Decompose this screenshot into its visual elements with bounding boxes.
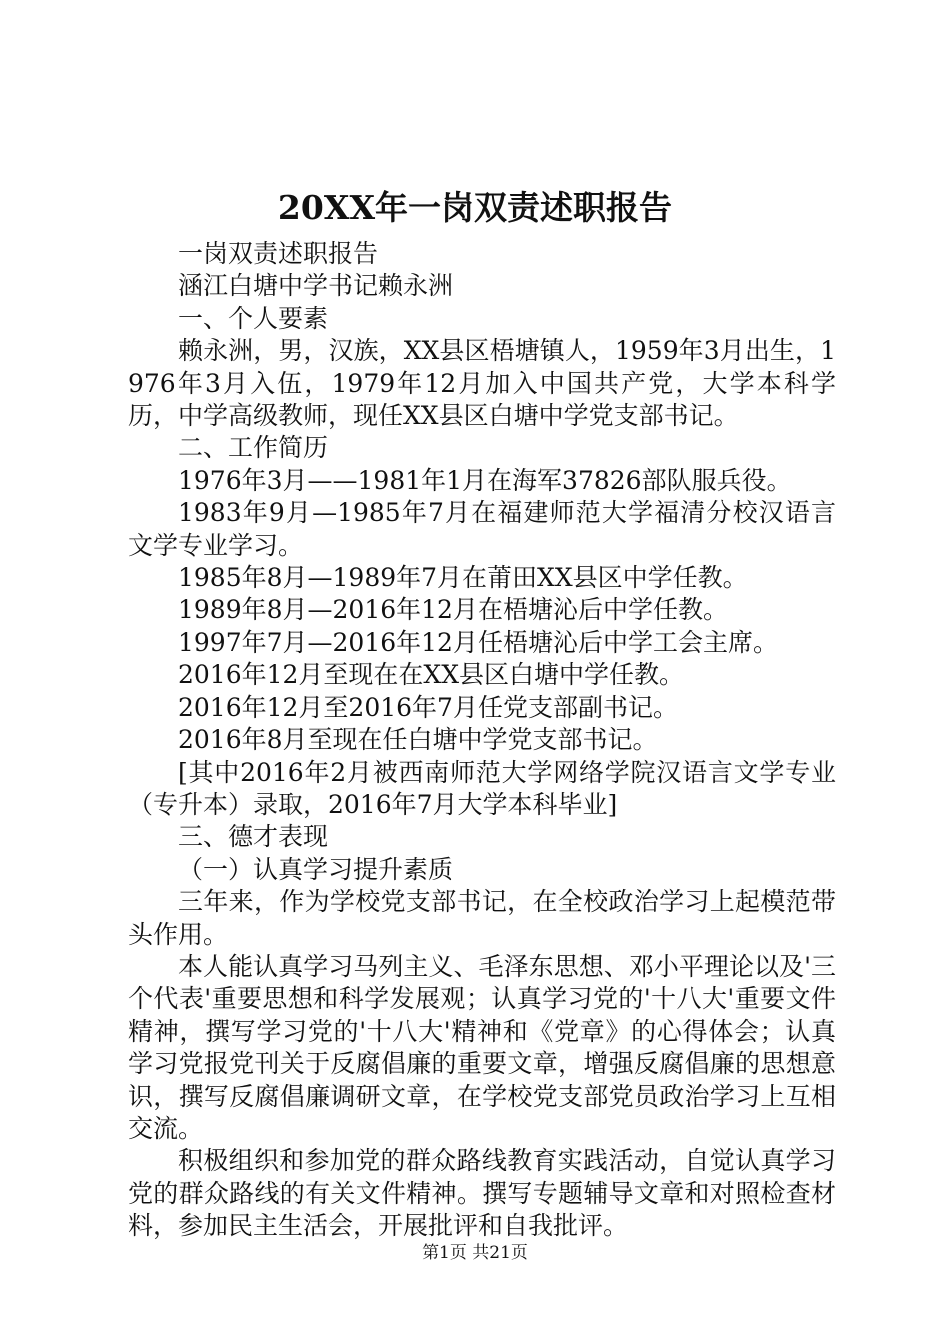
paragraph-author: 涵江白塘中学书记赖永洲 xyxy=(178,271,454,301)
document-body xyxy=(128,238,836,1243)
paragraph-personal-info: 赖永洲，男，汉族，XX县区梧塘镇人，1959年3月出生，1976年3月入伍，1979年12月加入中国共产党，大学本科学历，中学高级教师，现任XX县区白塘中学党支部书记。 xyxy=(128,336,836,431)
paragraph-report-heading: 一岗双责述职报告 xyxy=(178,239,379,268)
document-title: 20XX年一岗双责述职报告 xyxy=(277,188,673,227)
resume-item: 2016年8月至现在任白塘中学党支部书记。 xyxy=(178,725,658,755)
section-heading-personal: 一、个人要素 xyxy=(178,303,329,333)
section-heading-resume: 二、工作简历 xyxy=(178,433,329,463)
page-footer: 第1页 共21页 xyxy=(422,1243,528,1263)
resume-item: 2016年12月至现在在XX县区白塘中学任教。 xyxy=(178,660,685,690)
resume-item: 2016年12月至2016年7月任党支部副书记。 xyxy=(178,692,678,722)
resume-item: 1976年3月——1981年1月在海军37826部队服兵役。 xyxy=(178,465,792,495)
subsection-heading-study: （一）认真学习提升素质 xyxy=(178,854,454,884)
resume-item: 1997年7月—2016年12月任梧塘沁后中学工会主席。 xyxy=(178,627,778,657)
resume-item: 1985年8月—1989年7月在莆田XX县区中学任教。 xyxy=(178,563,748,593)
paragraph-mass-line: 积极组织和参加党的群众路线教育实践活动，自觉认真学习党的群众路线的有关文件精神。撰写专题辅导文章和对照检查材料，参加民主生活会，开展批评和自我批评。 xyxy=(128,1146,836,1241)
resume-note: [其中2016年2月被西南师范大学网络学院汉语言文学专业（专升本）录取，2016年7月大学本科毕业] xyxy=(128,757,836,819)
section-heading-performance: 三、德才表现 xyxy=(178,822,329,852)
paragraph-study-intro: 三年来，作为学校党支部书记，在全校政治学习上起模范带头作用。 xyxy=(128,887,836,949)
resume-item: 1983年9月—1985年7月在福建师范大学福清分校汉语言文学专业学习。 xyxy=(128,498,836,560)
resume-item: 1989年8月—2016年12月在梧塘沁后中学任教。 xyxy=(178,595,728,625)
paragraph-study-theory: 本人能认真学习马列主义、毛泽东思想、邓小平理论以及'三个代表'重要思想和科学发展观；认真学习党的'十八大'重要文件精神，撰写学习党的'十八大'精神和《党章》的心得体会；认真学习党报党刊关于反腐倡廉的重要文章，增强反腐倡廉的思想意识，撰写反腐倡廉调研文章，在学校党支部党员政治学习上互相交流。 xyxy=(128,951,836,1143)
